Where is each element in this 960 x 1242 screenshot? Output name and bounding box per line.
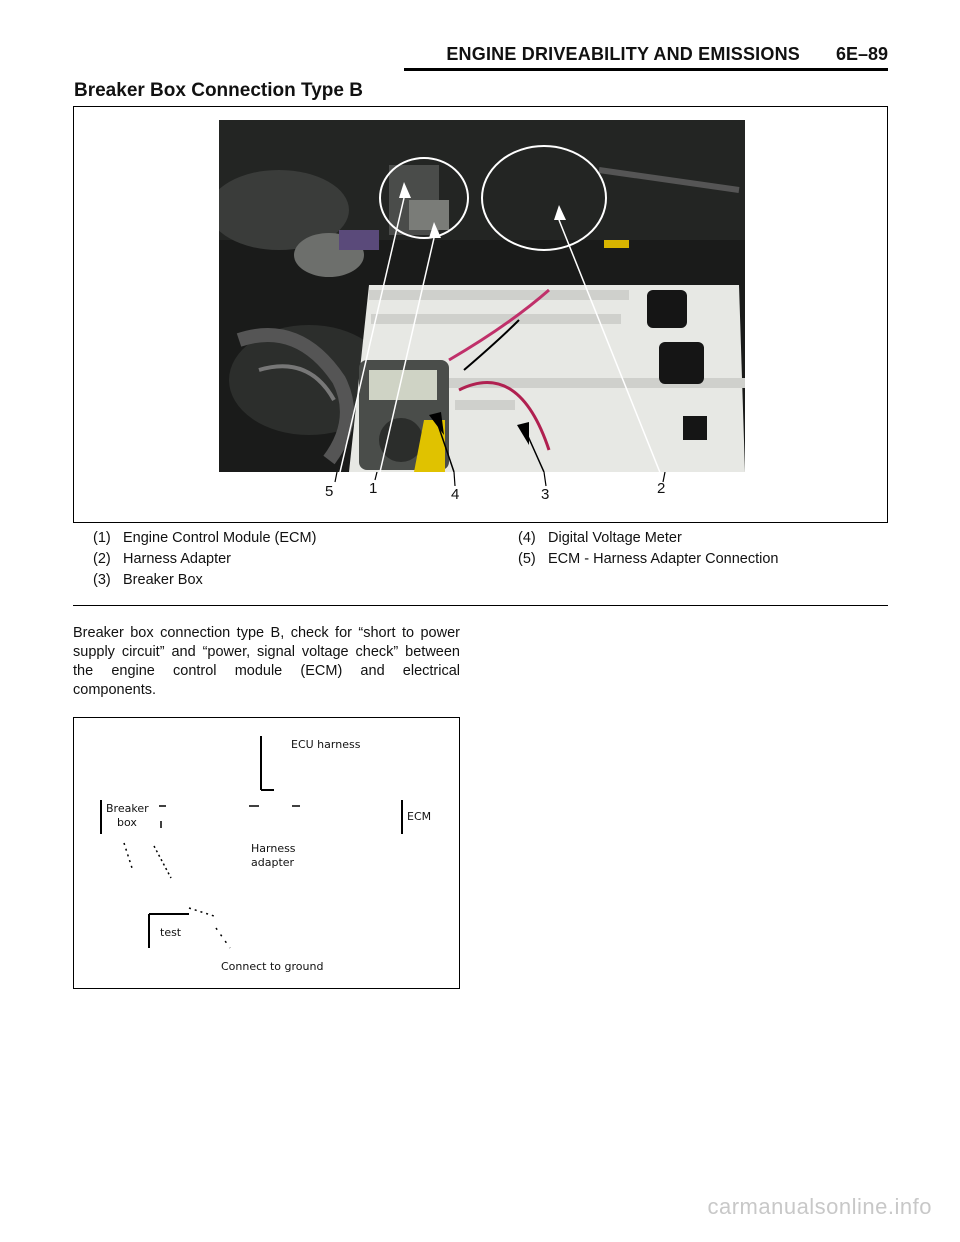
header-rule <box>404 68 888 71</box>
label-breaker-box-line1: Breaker <box>106 802 149 815</box>
diagram-labels <box>74 718 461 990</box>
legend-item <box>518 530 682 546</box>
legend-text: Engine Control Module (ECM) <box>123 530 317 546</box>
legend-text: ECM - Harness Adapter Connection <box>548 551 779 567</box>
body-paragraph: Breaker box connection type B, check for “short to power supply circuit” and “power, signal voltage check” between the engine control module (ECM) and electrical components. <box>73 625 460 698</box>
legend-number: (5) <box>518 551 536 567</box>
legend-text: Breaker Box <box>123 572 203 588</box>
engine-bay-photo <box>219 120 745 472</box>
breaker-box-photo-figure <box>73 106 888 523</box>
callout-4: 4 <box>451 486 460 503</box>
label-harness-adapter-line1: Harness <box>251 842 296 855</box>
legend-text: Digital Voltage Meter <box>548 530 682 546</box>
label-ecm: ECM <box>407 810 432 823</box>
label-harness-adapter-line2: adapter <box>251 856 295 869</box>
legend-item <box>93 572 203 588</box>
callout-leaders <box>219 472 745 512</box>
label-breaker-box-line2: box <box>117 816 137 829</box>
callout-3: 3 <box>541 486 550 503</box>
watermark: carmanualsonline.info <box>707 1194 932 1219</box>
legend-number: (1) <box>93 530 111 546</box>
legend-number: (2) <box>93 551 111 567</box>
label-connect-to-ground: Connect to ground <box>221 960 324 973</box>
legend-item <box>93 551 231 567</box>
legend-rule <box>73 605 888 606</box>
callout-5: 5 <box>325 483 334 500</box>
header-title: ENGINE DRIVEABILITY AND EMISSIONS <box>446 44 800 64</box>
callout-1: 1 <box>369 480 378 497</box>
legend-item <box>518 551 779 567</box>
callout-2: 2 <box>657 480 666 497</box>
legend-item <box>93 530 316 546</box>
label-test: test <box>160 926 182 939</box>
legend-text: Harness Adapter <box>123 551 232 567</box>
section-title: Breaker Box Connection Type B <box>74 80 363 101</box>
legend-number: (3) <box>93 572 111 588</box>
legend-number: (4) <box>518 530 536 546</box>
connection-diagram <box>73 717 460 989</box>
page-number: 6E–89 <box>835 44 888 64</box>
label-ecu-harness: ECU harness <box>291 738 361 751</box>
